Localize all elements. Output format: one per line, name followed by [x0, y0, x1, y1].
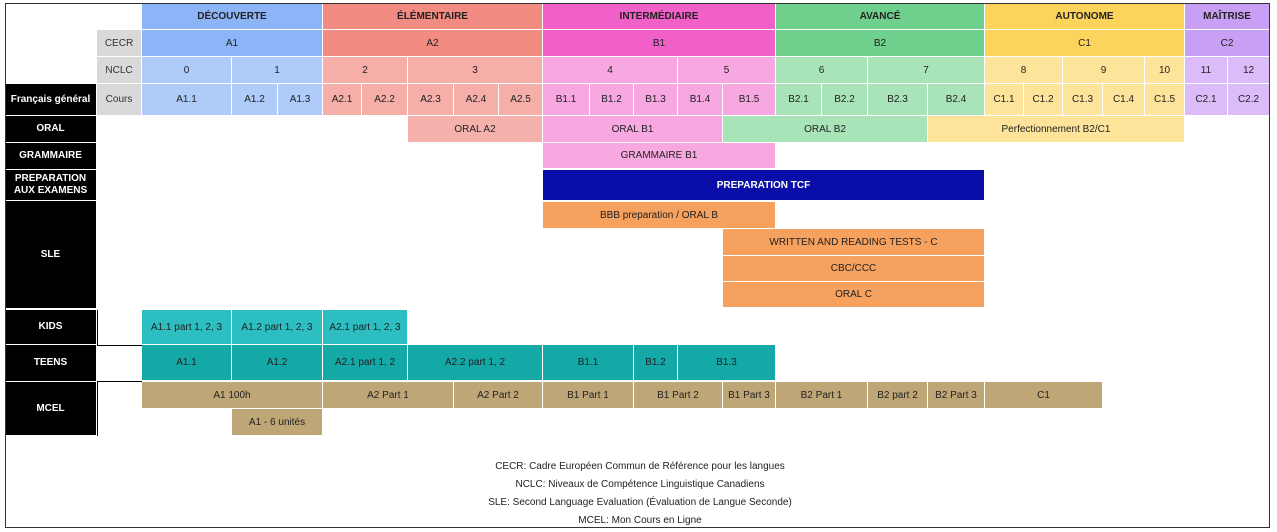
nclc-value: 10 [1145, 57, 1185, 84]
kids-a11: A1.1 part 1, 2, 3 [142, 310, 232, 345]
footnote-nclc: NCLC: Niveaux de Compétence Linguistique Canadiens [515, 479, 765, 490]
nclc-value: 0 [142, 57, 232, 84]
column-divider [97, 310, 98, 345]
teens-course: A1.1 [142, 345, 232, 381]
kids-a21: A2.1 part 1, 2, 3 [323, 310, 408, 345]
course-cell: A1.3 [278, 84, 323, 116]
nclc-value: 11 [1185, 57, 1228, 84]
nclc-value: 7 [868, 57, 985, 84]
mcel-course: A2 Part 1 [323, 382, 454, 409]
row-label-teens: TEENS [5, 345, 97, 382]
row-label-examens: PREPARATION AUX EXAMENS [5, 170, 97, 201]
mcel-course: A2 Part 2 [454, 382, 543, 409]
oral-a2: ORAL A2 [408, 116, 543, 143]
course-cell: B2.3 [868, 84, 928, 116]
group-header: AVANCÉ [776, 4, 985, 30]
mcel-course: B1 Part 3 [723, 382, 776, 409]
course-cell: C1.2 [1024, 84, 1063, 116]
nclc-value: 2 [323, 57, 408, 84]
mcel-course: B2 Part 3 [928, 382, 985, 409]
cecr-level: C2 [1185, 30, 1270, 57]
column-divider [97, 382, 98, 436]
row-divider [97, 381, 142, 382]
nclc-value: 6 [776, 57, 868, 84]
footnote-sle: SLE: Second Language Evaluation (Évaluation de Langue Seconde) [488, 497, 792, 508]
group-header: MAÎTRISE [1185, 4, 1270, 30]
course-cell: A2.3 [408, 84, 454, 116]
cours-label: Cours [97, 84, 142, 116]
course-cell: A2.5 [499, 84, 543, 116]
row-label-mcel: MCEL [5, 382, 97, 436]
footnotes [300, 458, 980, 530]
course-cell: B2.2 [822, 84, 868, 116]
group-header: DÉCOUVERTE [142, 4, 323, 30]
row-label-kids: KIDS [5, 310, 97, 345]
nclc-value: 8 [985, 57, 1063, 84]
nclc-value: 1 [232, 57, 323, 84]
grammaire-b1: GRAMMAIRE B1 [543, 143, 776, 169]
row-label-oral: ORAL [5, 116, 97, 143]
row-label-general: Français général [5, 84, 97, 116]
course-cell: B1.1 [543, 84, 590, 116]
sle-cbc-ccc: CBC/CCC [723, 256, 985, 282]
mcel-course: B1 Part 2 [634, 382, 723, 409]
footnote-mcel: MCEL: Mon Cours en Ligne [578, 515, 702, 526]
course-cell: A1.2 [232, 84, 278, 116]
teens-course: A2.2 part 1, 2 [408, 345, 543, 381]
mcel-course: B2 part 2 [868, 382, 928, 409]
cecr-level: A2 [323, 30, 543, 57]
group-header: INTERMÉDIAIRE [543, 4, 776, 30]
course-cell: A2.1 [323, 84, 362, 116]
course-cell: B1.2 [590, 84, 634, 116]
sle-bbb-oral-b: BBB preparation / ORAL B [543, 202, 776, 229]
preparation-tcf: PREPARATION TCF [543, 170, 985, 201]
teens-course: A2.1 part 1, 2 [323, 345, 408, 381]
cecr-level: B2 [776, 30, 985, 57]
cecr-label: CECR [97, 30, 142, 57]
cecr-level: B1 [543, 30, 776, 57]
teens-course: B1.3 [678, 345, 776, 381]
nclc-value: 9 [1063, 57, 1145, 84]
mcel-a1-6-unites: A1 - 6 unités [232, 409, 323, 436]
oral-b1: ORAL B1 [543, 116, 723, 143]
course-cell: C1.3 [1063, 84, 1103, 116]
oral-perfectionnement: Perfectionnement B2/C1 [928, 116, 1185, 143]
nclc-label: NCLC [97, 57, 142, 84]
nclc-value: 5 [678, 57, 776, 84]
footnote-cecr: CECR: Cadre Européen Commun de Référence pour les langues [495, 461, 785, 472]
sle-written-reading: WRITTEN AND READING TESTS - C [723, 229, 985, 256]
nclc-value: 4 [543, 57, 678, 84]
row-divider [97, 345, 142, 346]
sle-oral-c: ORAL C [723, 282, 985, 308]
course-cell: B1.4 [678, 84, 723, 116]
row-label-grammaire: GRAMMAIRE [5, 143, 97, 170]
row-label-sle: SLE [5, 201, 97, 309]
cecr-level: A1 [142, 30, 323, 57]
mcel-course: B1 Part 1 [543, 382, 634, 409]
course-cell: A2.4 [454, 84, 499, 116]
teens-course: A1.2 [232, 345, 323, 381]
group-header: ÉLÉMENTAIRE [323, 4, 543, 30]
course-cell: C2.1 [1185, 84, 1228, 116]
course-cell: C1.5 [1145, 84, 1185, 116]
mcel-course: A1 100h [142, 382, 323, 409]
cecr-level: C1 [985, 30, 1185, 57]
course-cell: B1.3 [634, 84, 678, 116]
mcel-course: C1 [985, 382, 1103, 409]
kids-a12: A1.2 part 1, 2, 3 [232, 310, 323, 345]
course-cell: B2.4 [928, 84, 985, 116]
group-header: AUTONOME [985, 4, 1185, 30]
teens-course: B1.2 [634, 345, 678, 381]
oral-b2: ORAL B2 [723, 116, 928, 143]
teens-course: B1.1 [543, 345, 634, 381]
course-cell: C2.2 [1228, 84, 1270, 116]
nclc-value: 3 [408, 57, 543, 84]
mcel-course: B2 Part 1 [776, 382, 868, 409]
nclc-value: 12 [1228, 57, 1270, 84]
course-cell: A2.2 [362, 84, 408, 116]
course-cell: A1.1 [142, 84, 232, 116]
course-cell: B1.5 [723, 84, 776, 116]
course-cell: B2.1 [776, 84, 822, 116]
course-cell: C1.4 [1103, 84, 1145, 116]
course-cell: C1.1 [985, 84, 1024, 116]
